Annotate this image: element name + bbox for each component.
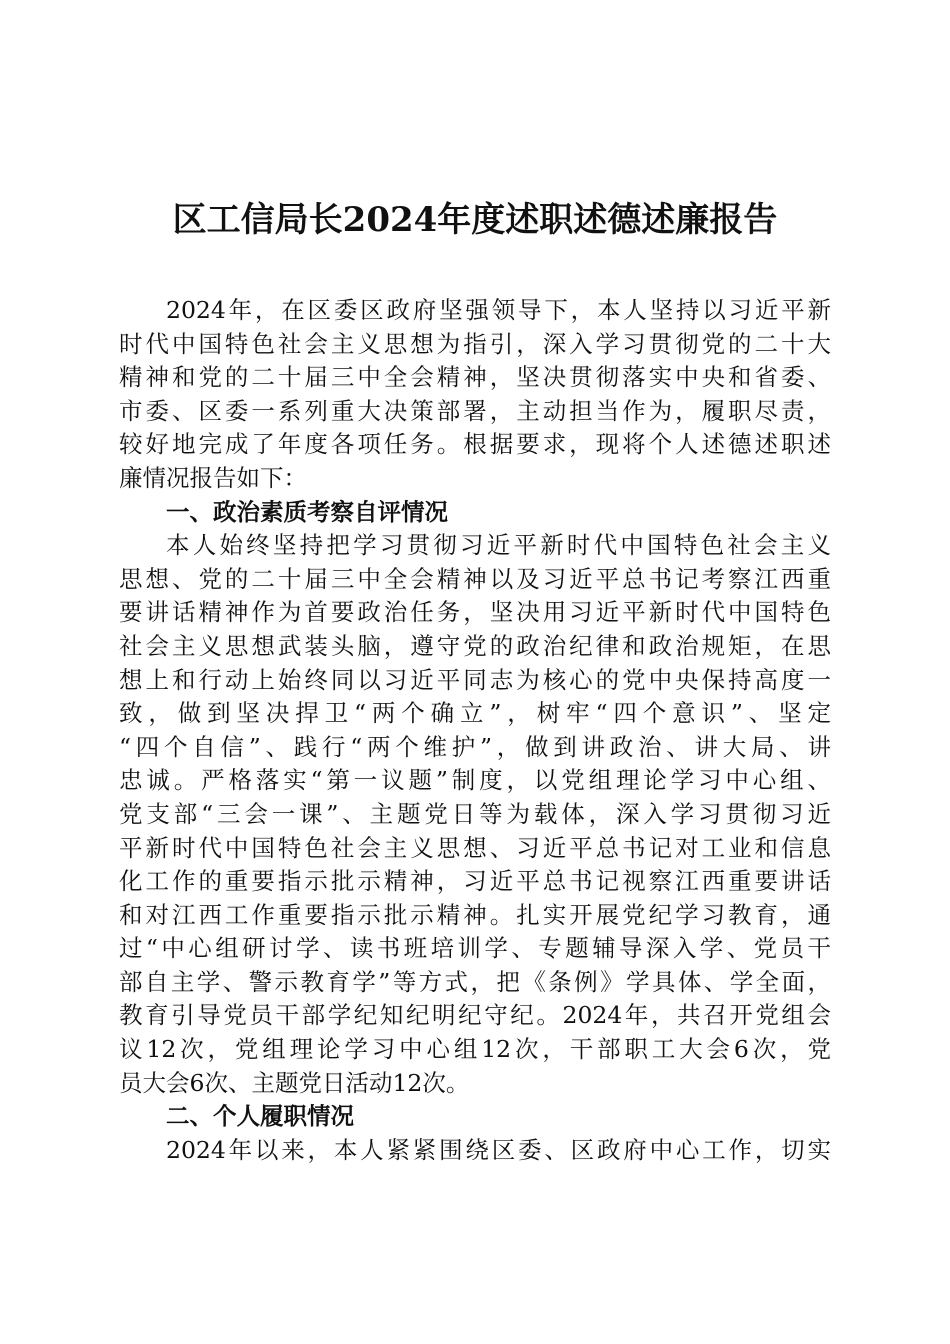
intro-line: 2024年，在区委区政府坚强领导下，本人坚持以习近平新 [166, 296, 831, 324]
section1-line: 思想、党的二十届三中全会精神以及习近平总书记考察江西重 [119, 564, 831, 593]
section1-line: 党支部“三会一课”、主题党日等为载体，深入学习贯彻习近 [119, 799, 831, 828]
section1-line: 化工作的重要指示批示精神，习近平总书记视察江西重要讲话 [119, 867, 831, 896]
section1-line: 教育引导党员干部学纪知纪明纪守纪。2024年，共召开党组会 [119, 1001, 831, 1030]
section-heading-2: 二、个人履职情况 [166, 1102, 354, 1131]
section1-line: 部自主学、警示教育学”等方式，把《条例》学具体、学全面， [119, 967, 831, 996]
section1-line: 社会主义思想武装头脑，遵守党的政治纪律和政治规矩，在思 [119, 631, 831, 660]
intro-line: 廉情况报告如下： [119, 463, 307, 492]
section1-line: 要讲话精神作为首要政治任务，坚决用习近平新时代中国特色 [119, 598, 831, 627]
section1-line: 致，做到坚决捍卫“两个确立”，树牢“四个意识”、坚定 [119, 699, 831, 728]
intro-line: 市委、区委一系列重大决策部署，主动担当作为，履职尽责， [119, 396, 831, 425]
section1-line: 过“中心组研讨学、读书班培训学、专题辅导深入学、党员干 [119, 934, 831, 963]
section1-line: 平新时代中国特色社会主义思想、习近平总书记对工业和信息 [119, 833, 831, 862]
intro-line: 时代中国特色社会主义思想为指引，深入学习贯彻党的二十大 [119, 329, 831, 358]
section1-line: 议12次，党组理论学习中心组12次，干部职工大会6次，党 [119, 1035, 831, 1064]
intro-line: 精神和党的二十届三中全会精神，坚决贯彻落实中央和省委、 [119, 363, 831, 392]
section1-line: 想上和行动上始终同以习近平同志为核心的党中央保持高度一 [119, 665, 831, 694]
document-body [119, 294, 831, 1167]
section1-line: 和对江西工作重要指示批示精神。扎实开展党纪学习教育，通 [119, 900, 831, 929]
section1-line: 员大会6次、主题党日活动12次。 [119, 1068, 470, 1097]
section1-line: 忠诚。严格落实“第一议题”制度，以党组理论学习中心组、 [119, 766, 831, 795]
intro-line: 较好地完成了年度各项任务。根据要求，现将个人述德述职述 [119, 430, 831, 459]
section2-line: 2024年以来，本人紧紧围绕区委、区政府中心工作，切实 [166, 1135, 831, 1164]
section-heading-1: 一、政治素质考察自评情况 [166, 497, 448, 526]
section1-line: 本人始终坚持把学习贯彻习近平新时代中国特色社会主义 [166, 531, 831, 560]
document-title: 区工信局长2024年度述职述德述廉报告 [172, 200, 778, 240]
section1-line: “四个自信”、践行“两个维护”，做到讲政治、讲大局、讲 [119, 732, 831, 761]
